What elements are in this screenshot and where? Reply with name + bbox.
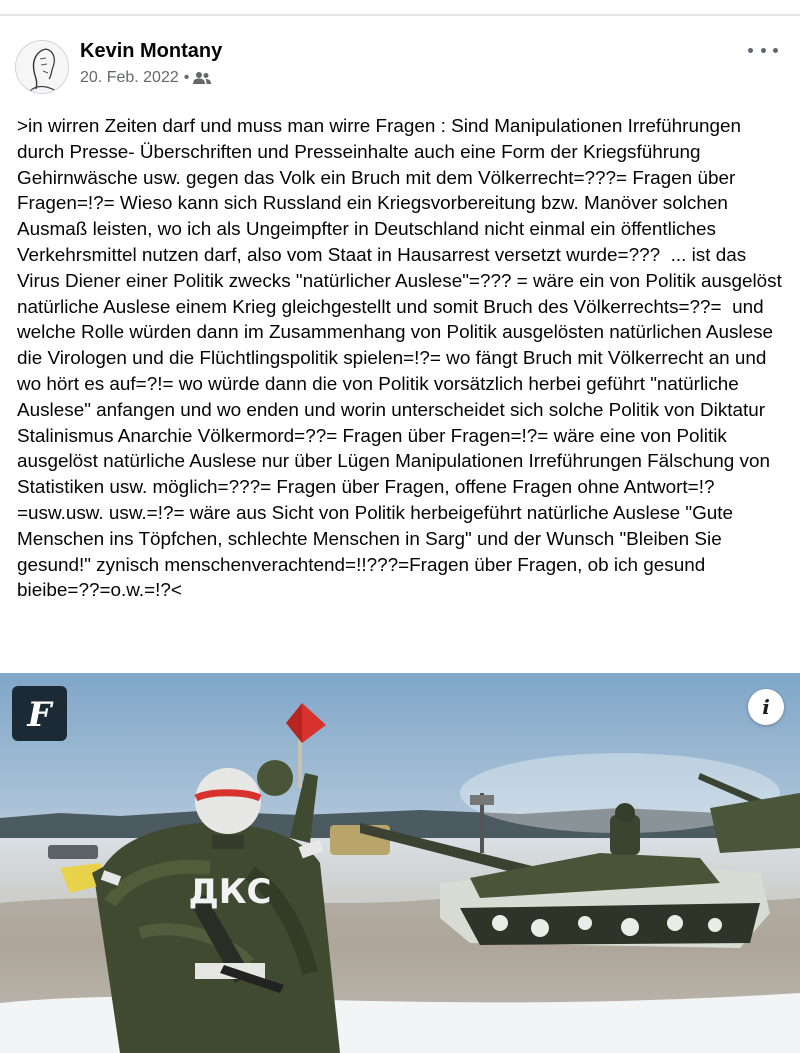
info-button[interactable]: i [748,689,784,725]
faz-logo-badge[interactable] [12,686,67,741]
avatar-sketch-icon [16,41,69,94]
post-text: >in wirren Zeiten darf und muss man wirre Fragen : Sind Manipulationen Irreführungen durch Presse- Überschriften und Presseinhalte auch eine Form der Kriegsführung Gehirnwäsche usw. gegen das Volk ein Bruch mit dem Völkerrecht=???= Fragen über Fragen=!?= Wieso kann sich Russland ein Kriegsvorbereitung bzw. Manöver solchen Ausmaß leisten, wo ich als Ungeimpfter in Deutschland nicht einmal ein öffentliches Verkehrsmittel nutzen darf, also vom Staat in Hausarrest versetzt wurde=??? ... ist das Virus Diener einer Politik zwecks "natürlicher Auslese"=??? = wäre ein von Politik ausgelöst natürliche Auslese einem Krieg gleichgestellt und somit Bruch des Völkerrechts=??= und welche Rolle würden dann im Zusammenhang von Politik ausgelösten natürlichen Auslese die Virologen und die Flüchtlingspolitik spielen=!?= wo fängt Bruch mit Völkerrecht an und wo hört es auf=?!= wo würde dann die von Politik vorsätzlich herbei geführt "natürliche Auslese" anfangen und wo enden und worin unterscheidet sich solche Politik von Diktatur Stalinismus Anarchie Völkermord=??= Fragen über Fragen=!?= wäre eine von Politik ausgelöst natürliche Auslese nur über Lügen Manipulationen Irreführungen Fälschung von Statistiken usw. möglich=???= Fragen über Fragen, offene Fragen ohne Antwort=!?=usw.usw. usw.=!?= wäre aus Sicht von Politik herbeigeführt natürliche Auslese "Gute Menschen ins Töpfchen, schlechte Menschen in Sarg" und der Wunsch "Bleiben Sie gesund!" zynisch menschenverachtend=!!???=Fragen über Fragen, ob ich gesund bieibe=??=o.w.=!?< [17,116,788,602]
author-name[interactable]: Kevin Montany [80,40,223,62]
photo-tank-scene [0,673,800,1053]
more-dot [761,48,766,53]
post-meta [80,69,211,87]
top-divider [0,14,800,16]
more-options-button[interactable] [748,38,778,62]
avatar[interactable] [15,40,69,94]
faz-logo-icon [12,686,67,741]
meta-separator: • [183,69,190,86]
post-header [0,34,800,98]
more-dot [773,48,778,53]
more-horizontal-icon [748,48,753,53]
faz-logo-letter: F [27,695,52,735]
vest-text: ДКС [188,872,272,912]
post-image[interactable] [0,673,800,1053]
friends-icon[interactable] [193,71,211,85]
post-date[interactable]: 20. Feb. 2022 [80,69,179,86]
